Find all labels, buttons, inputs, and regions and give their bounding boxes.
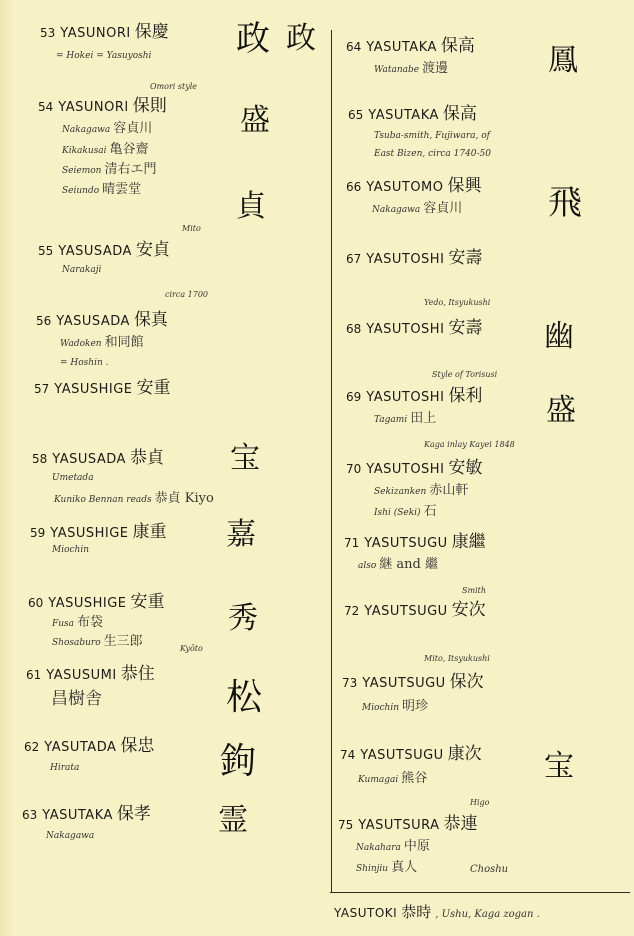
entry-57 (34, 378, 171, 399)
note-higo: Higo (470, 798, 490, 807)
entry-kanji: 保高 (442, 104, 477, 124)
footer-rule (330, 892, 630, 893)
entry-kanji: 保忠 (120, 736, 155, 756)
entry-74 (340, 744, 482, 788)
entry-kanji: 保真 (133, 310, 168, 330)
entry-romaji: YASUSADA (58, 244, 132, 259)
note-mito-itsyukushi: Mito, Itsyukushi (424, 654, 490, 663)
entry-romaji: YASUSADA (56, 314, 130, 329)
entry-75 (338, 814, 477, 876)
entry-53 (40, 22, 169, 63)
entry-kanji: 保慶 (134, 22, 169, 42)
signature-63: 霊 (218, 803, 248, 838)
entry-55 (38, 240, 170, 277)
footer-entry (334, 901, 540, 922)
entry-romaji: YASUTSUGU (364, 604, 448, 619)
entry-note-kanji: 継 and 繼 (379, 557, 438, 573)
entry-note: Hirata (50, 763, 80, 774)
entry-note: also (358, 561, 377, 572)
entry-romaji: YASUNORI (60, 26, 131, 41)
entry-62 (24, 736, 154, 775)
entry-number: 57 (34, 382, 50, 396)
note-circa: circa 1700 (165, 290, 209, 299)
entry-number: 73 (342, 676, 358, 690)
entry-note: Kikakusai (62, 145, 107, 156)
footer-kanji: 恭時 (401, 903, 432, 921)
entry-70 (346, 458, 482, 520)
entry-note: Miochin (52, 545, 90, 556)
entry-kanji: 保孝 (116, 804, 151, 824)
entry-64 (346, 36, 475, 78)
signature-62: 鉤 (220, 741, 257, 782)
entry-note: Narakaji (62, 265, 102, 276)
signature-60: 秀 (228, 601, 258, 636)
entry-romaji: YASUTOMO (366, 180, 444, 195)
entry-kanji: 康重 (132, 522, 167, 542)
entry-number: 60 (28, 596, 44, 610)
entry-note: Fusa (52, 619, 75, 630)
entry-kanji: 安壽 (448, 318, 483, 338)
entry-romaji: YASUTSUGU (362, 676, 446, 691)
note-yedo: Yedo, Itsyukushi (424, 298, 491, 307)
note-smith: Smith (462, 586, 486, 595)
note-kaga: Kaga inlay Kayei 1848 (424, 440, 515, 449)
entry-note-kanji: 清右エ門 (104, 161, 157, 177)
entry-73 (342, 672, 484, 716)
entry-note-kanji: 中原 (403, 839, 430, 855)
entry-number: 68 (346, 322, 362, 336)
entry-romaji: YASUSHIGE (50, 526, 129, 541)
entry-note: Nakagawa (62, 125, 111, 136)
entry-note: Sekizanken (374, 487, 427, 498)
entry-kanji: 恭住 (120, 664, 155, 684)
entry-58 (32, 448, 214, 507)
entry-romaji: YASUTSUGU (360, 748, 444, 763)
signature-68: 幽 (544, 319, 574, 354)
entry-59 (30, 522, 167, 557)
entry-note: Nakagawa (372, 205, 421, 216)
entry-romaji: YASUSHIGE (48, 596, 127, 611)
entry-romaji: YASUSHIGE (54, 382, 133, 397)
entry-number: 70 (346, 462, 362, 476)
entry-romaji: YASUTOSHI (366, 252, 445, 267)
entry-note: = Hoshin . (60, 357, 109, 368)
entry-kanji: 保興 (447, 176, 482, 196)
entry-kanji: 安壽 (448, 248, 483, 268)
entry-number: 71 (344, 536, 360, 550)
entry-romaji: YASUTSURA (358, 818, 440, 833)
entry-kanji: 安重 (136, 378, 171, 398)
entry-68 (346, 318, 482, 339)
entry-note: = Hokei = Yasuyoshi (56, 51, 152, 62)
entry-note: Seiundo (62, 186, 100, 196)
entry-note-kanji: 真人 (391, 859, 418, 875)
entry-romaji: YASUTAKA (368, 108, 439, 123)
entry-number: 61 (26, 668, 42, 682)
entry-note: Tagami (374, 415, 408, 426)
entry-number: 58 (32, 452, 48, 466)
entry-note-kanji: 石 (423, 503, 437, 519)
entry-65 (348, 104, 491, 160)
column-divider (331, 30, 332, 892)
entry-note-kanji: 昌樹舎 (51, 689, 102, 710)
entry-number: 59 (30, 526, 46, 540)
signature-74: 宝 (544, 749, 574, 784)
note-torisusi: Style of Torisusi (432, 370, 498, 379)
entry-note-kanji: 布袋 (77, 615, 104, 631)
entry-number: 54 (38, 100, 54, 114)
signature-54: 盛 (240, 103, 270, 138)
entry-note: Kuniko Bennan reads (54, 494, 152, 505)
entry-number: 66 (346, 180, 362, 194)
entry-note: Ishi (Seki) (374, 507, 421, 518)
entry-note-kanji: 容貞川 (113, 121, 153, 137)
entry-note-kanji: 容貞川 (423, 201, 463, 217)
entry-note-kanji: 熊谷 (401, 771, 428, 787)
signature-64: 鳳 (548, 43, 578, 78)
entry-note-kanji: 赤山軒 (429, 483, 469, 499)
entry-note-kanji: 晴雲堂 (102, 182, 142, 197)
entry-60 (28, 592, 165, 650)
entry-note-kanji: 渡邊 (422, 61, 449, 77)
entry-72 (344, 600, 486, 621)
entry-kanji: 安敏 (448, 458, 483, 478)
entry-note: Tsuba-smith, Fujiwara, of (374, 131, 491, 142)
entry-kanji: 安重 (130, 592, 165, 612)
entry-note: Watanabe (374, 65, 420, 76)
signature-69: 盛 (546, 393, 576, 428)
note-omori: Omori style (150, 82, 198, 91)
entry-note: Kumagai (358, 775, 399, 786)
entry-note-kanji: 恭貞 Kiyo (154, 490, 214, 506)
entry-romaji: YASUTAKA (366, 40, 437, 55)
signature-53a: 政 (236, 19, 270, 59)
entry-note-kanji: 田上 (410, 411, 437, 427)
entry-number: 64 (346, 40, 362, 54)
entry-kanji: 安貞 (135, 240, 170, 260)
entry-kanji: 保高 (440, 36, 475, 56)
entry-kanji: 恭連 (443, 814, 478, 834)
entry-71 (344, 532, 486, 574)
entry-note-kanji: 亀谷齋 (109, 141, 149, 157)
entry-kanji: 安次 (451, 600, 486, 620)
entry-note-kanji: 生三郎 (103, 633, 143, 649)
entry-number: 53 (40, 26, 56, 40)
entry-romaji: YASUTOSHI (366, 462, 445, 477)
entry-kanji: 保則 (132, 96, 167, 116)
entry-number: 56 (36, 314, 52, 328)
entry-number: 55 (38, 244, 54, 258)
signature-53b: 政 (286, 21, 316, 56)
entry-kanji: 保利 (448, 386, 483, 406)
entry-number: 63 (22, 808, 38, 822)
entry-61 (26, 664, 155, 711)
entry-romaji: YASUTOSHI (366, 322, 445, 337)
entry-note-kanji: 明珍 (402, 699, 429, 715)
entry-romaji: YASUTAKA (42, 808, 113, 823)
entry-romaji: YASUTOSHI (366, 390, 445, 405)
entry-note: Nakahara (356, 843, 401, 854)
entry-note: Miochin (362, 703, 400, 714)
footer-romaji: YASUTOKI (334, 906, 398, 920)
entry-note: East Bizen, circa 1740-50 (374, 148, 491, 159)
page-binding-edge (0, 0, 14, 936)
entry-67 (346, 248, 482, 269)
entry-number: 69 (346, 390, 362, 404)
entry-note: Shinjiu (356, 863, 389, 874)
entry-romaji: YASUSUMI (46, 668, 117, 683)
note-kyoto: Kyōto (180, 644, 203, 653)
note-choshu: Choshu (470, 864, 509, 875)
entry-romaji: YASUNORI (58, 100, 129, 115)
note-mito: Mito (182, 224, 201, 233)
entry-number: 72 (344, 604, 360, 618)
entry-66 (346, 176, 482, 218)
entry-63 (22, 804, 151, 843)
entry-69 (346, 386, 482, 428)
signature-54b: 貞 (236, 189, 266, 224)
entry-note: Umetada (52, 473, 94, 484)
entry-number: 74 (340, 748, 356, 762)
entry-kanji: 康次 (447, 744, 482, 764)
entry-kanji: 恭貞 (129, 448, 164, 468)
entry-romaji: YASUTADA (44, 740, 117, 755)
entry-note-kanji: 和同館 (104, 335, 144, 351)
signature-61: 松 (226, 677, 263, 718)
entry-romaji: YASUTSUGU (364, 536, 448, 551)
signature-59: 嘉 (226, 517, 256, 552)
entry-56 (36, 310, 168, 369)
entry-romaji: YASUSADA (52, 452, 126, 467)
entry-kanji: 保次 (449, 672, 484, 692)
entry-kanji: 康繼 (451, 532, 486, 552)
entry-number: 75 (338, 818, 354, 832)
footer-note: , Ushu, Kaga zogan . (435, 909, 540, 920)
entry-note: Shosaburo (52, 637, 101, 648)
entry-number: 65 (348, 108, 364, 122)
entry-number: 67 (346, 252, 362, 266)
signature-66: 飛 (548, 183, 582, 223)
entry-note: Seiemon (62, 165, 102, 176)
signature-58: 宝 (230, 441, 260, 476)
entry-note: Wadoken (60, 339, 102, 350)
entry-number: 62 (24, 740, 40, 754)
entry-54 (38, 96, 167, 198)
entry-note: Nakagawa (46, 831, 95, 842)
